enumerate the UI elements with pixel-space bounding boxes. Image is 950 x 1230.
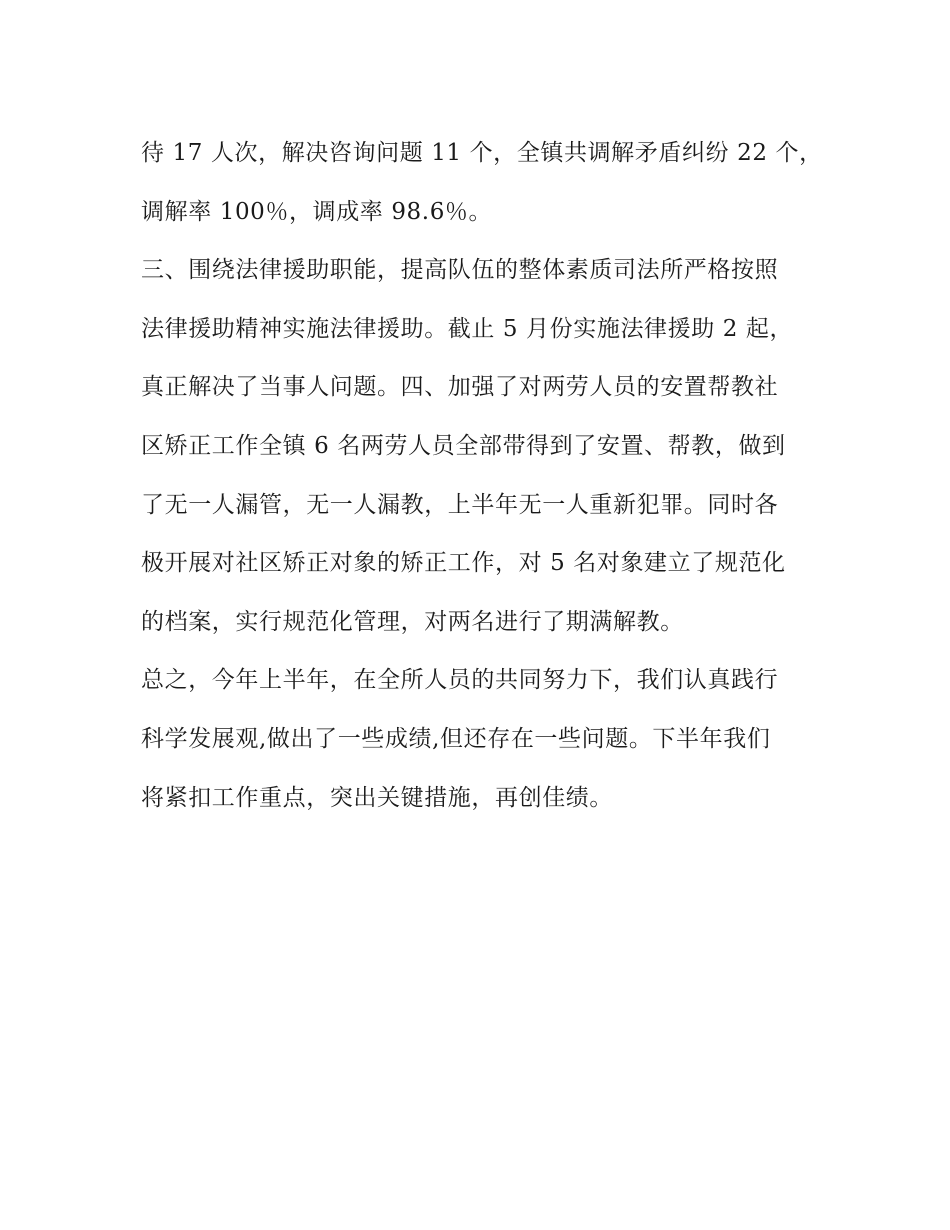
text-line: 区矫正工作全镇 6 名两劳人员全部带得到了安置、帮教，做到 [141,432,786,459]
text-line: 极开展对社区矫正对象的矫正工作，对 5 名对象建立了规范化 [141,550,786,577]
text-line: 的档案，实行规范化管理，对两名进行了期满解教。 [141,608,684,635]
text-line: 待 17 人次，解决咨询问题 11 个，全镇共调解矛盾纠纷 22 个， [141,140,823,166]
text-line: 将紧扣工作重点，突出关键措施，再创佳绩。 [141,784,613,811]
text-line: 三、围绕法律援助职能，提高队伍的整体素质司法所严格按照 [141,257,779,284]
text-line: 法律援助精神实施法律援助。截止 5 月份实施法律援助 2 起， [141,315,794,342]
text-line: 了无一人漏管，无一人漏教，上半年无一人重新犯罪。同时各 [141,491,779,518]
body-text [141,124,821,827]
text-line: 总之，今年上半年，在全所人员的共同努力下，我们认真践行 [141,667,779,694]
text-line: 科学发展观,做出了一些成绩,但还存在一些问题。下半年我们 [141,725,771,752]
text-line: 真正解决了当事人问题。四、加强了对两劳人员的安置帮教社 [141,374,779,401]
text-line: 调解率 100％，调成率 98.6％。 [141,198,493,225]
